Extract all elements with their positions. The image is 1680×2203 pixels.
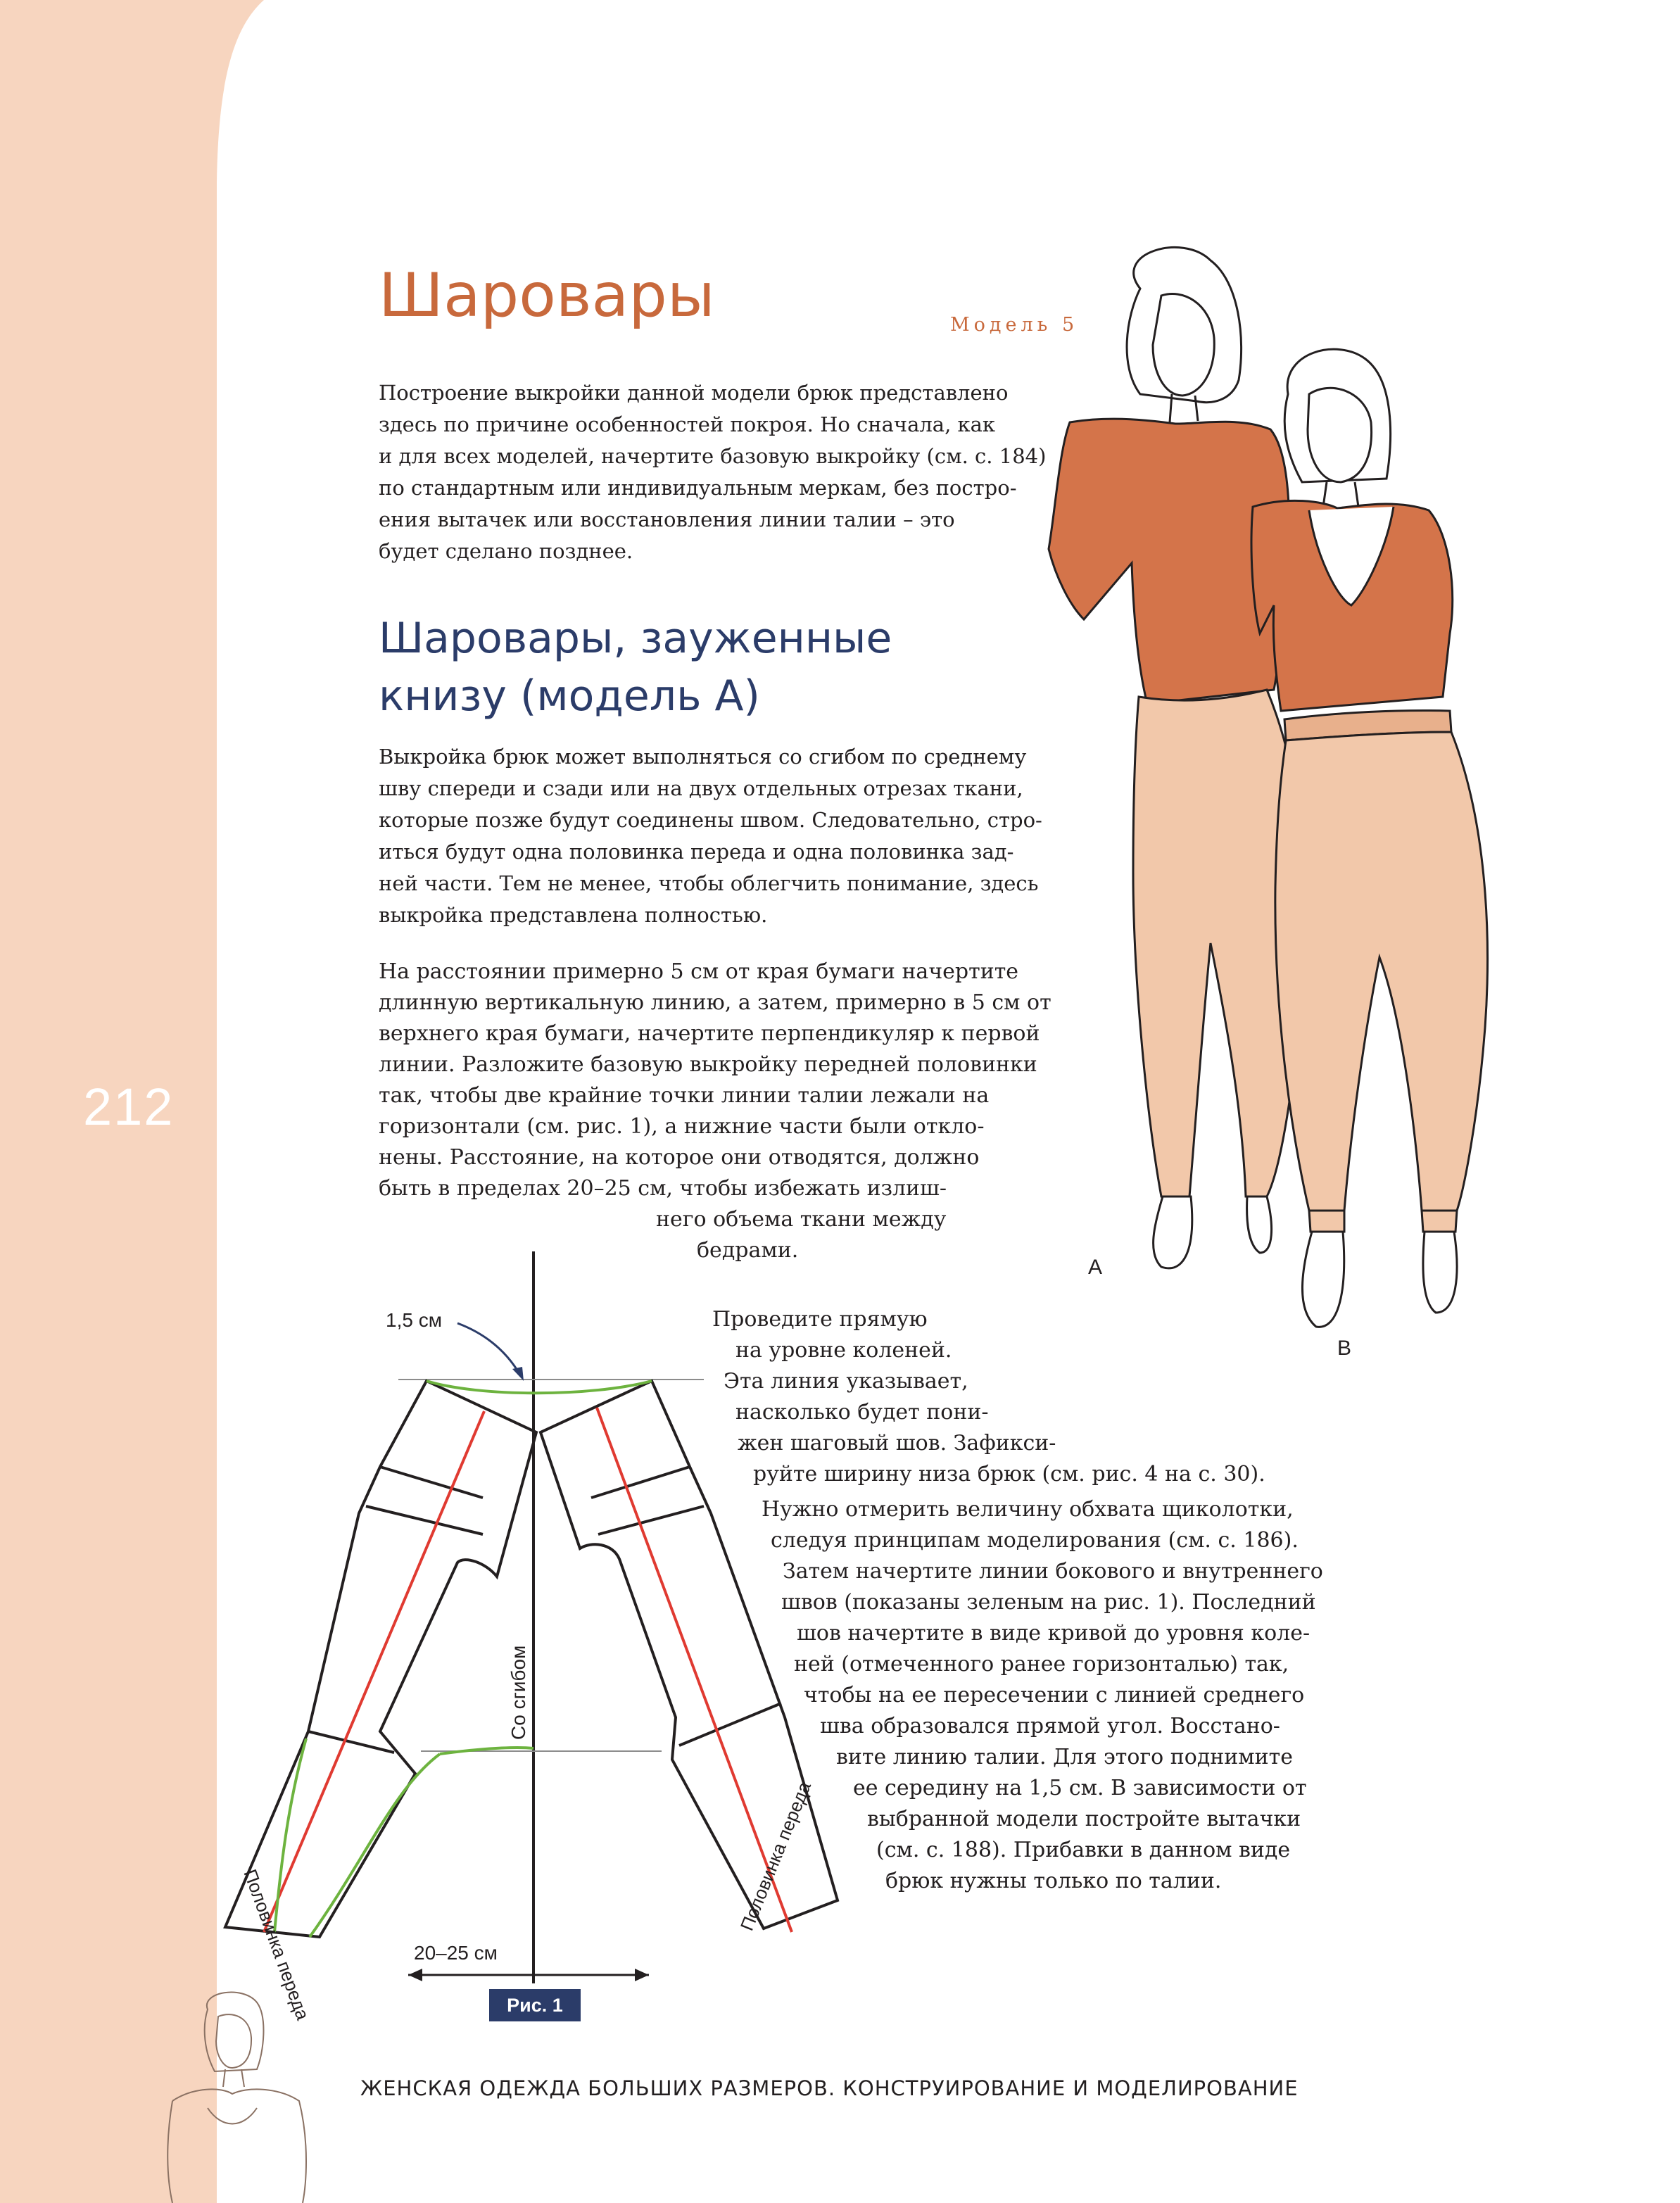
paragraph-line: так, чтобы две крайние точки линии талии лежали на	[379, 1083, 990, 1108]
paragraph-line: (см. с. 188). Прибавки в данном виде	[876, 1838, 1291, 1862]
paragraph-line: ее середину на 1,5 см. В зависимости от	[853, 1776, 1307, 1800]
pattern-diagram	[211, 1239, 880, 2041]
label-front-left: Половинка переда	[239, 1866, 314, 2023]
paragraph-line: вите линию талии. Для этого поднимите	[836, 1745, 1293, 1769]
intro-line: здесь по причине особенностей покроя. Но сначала, как	[379, 412, 996, 436]
subtitle-line: Шаровары, зауженные	[379, 614, 892, 663]
crotch-curve	[310, 1748, 533, 1937]
right-grain-line	[597, 1408, 792, 1932]
paragraph-line: Проведите прямую	[712, 1307, 928, 1332]
intro-line: и для всех моделей, начертите базовую выкройку (см. с. 184)	[379, 444, 1047, 468]
intro-line: по стандартным или индивидуальным меркам, без постро-	[379, 476, 1017, 500]
paragraph-line: На расстоянии примерно 5 см от края бумаги начертите	[379, 959, 1019, 984]
figure-a	[1049, 247, 1304, 1268]
paragraph-line: бедрами.	[697, 1238, 799, 1263]
waist-curve	[427, 1381, 652, 1393]
illustration-label-a: A	[1088, 1256, 1103, 1279]
label-20-25cm: 20–25 см	[414, 1942, 498, 1964]
paragraph-line: шва образовался прямой угол. Восстано-	[820, 1714, 1280, 1738]
paragraph-line: шву спереди и сзади или на двух отдельных отрезах ткани,	[379, 776, 1023, 800]
section-subtitle	[379, 610, 892, 725]
paragraph-line: выкройка представлена полностью.	[379, 903, 768, 927]
paragraph-line: ней (отмеченного ранее горизонталью) так,	[794, 1652, 1289, 1677]
label-1-5cm: 1,5 см	[386, 1309, 442, 1331]
paragraph-line: выбранной модели постройте вытачки	[867, 1807, 1301, 1831]
paragraph-line: линии. Разложите базовую выкройку передней половинки	[379, 1052, 1037, 1077]
page-title: Шаровары	[379, 260, 715, 331]
page-number: 212	[83, 1078, 175, 1136]
paragraph-line: шов начертите в виде кривой до уровня коле-	[797, 1621, 1310, 1646]
paragraph-line: на уровне коленей.	[735, 1338, 952, 1363]
fashion-illustration	[971, 239, 1506, 1380]
paragraph-line: руйте ширину низа брюк (см. рис. 4 на с. 30).	[753, 1462, 1265, 1486]
paragraph-line: жен шаговый шов. Зафикси-	[738, 1431, 1056, 1456]
intro-line: Построение выкройки данной модели брюк представлено	[379, 381, 1009, 405]
arrow-1-5cm	[457, 1323, 521, 1376]
paragraph-line: Выкройка брюк может выполняться со сгибом по среднему	[379, 745, 1027, 769]
label-front-right: Половинка переда	[735, 1779, 815, 1934]
intro-line: будет сделано позднее.	[379, 539, 633, 563]
intro-line: ения вытачек или восстановления линии талии – это	[379, 507, 955, 531]
paragraph-line: ней части. Тем не менее, чтобы облегчить понимание, здесь	[379, 871, 1039, 895]
paragraph-line: Нужно отмерить величину обхвата щиколотки,	[762, 1497, 1294, 1522]
label-fold: Со сгибом	[507, 1645, 529, 1740]
paragraph-line: длинную вертикальную линию, а затем, примерно в 5 см от	[379, 990, 1051, 1015]
paragraph-line: нены. Расстояние, на которое они отводятся, должно	[379, 1145, 980, 1170]
book-footer: ЖЕНСКАЯ ОДЕЖДА БОЛЬШИХ РАЗМЕРОВ. КОНСТРУИРОВАНИЕ И МОДЕЛИРОВАНИЕ	[360, 2076, 1299, 2100]
figure-label: Рис. 1	[489, 1989, 581, 2021]
paragraph-line: горизонтали (см. рис. 1), а нижние части были откло-	[379, 1114, 985, 1139]
illustration-label-b: B	[1337, 1337, 1352, 1360]
paragraph-line: него объема ткани между	[656, 1207, 947, 1232]
subtitle-line: книзу (модель А)	[379, 671, 760, 721]
model-label: Модель 5	[950, 314, 1079, 336]
paragraph-line: следуя принципам моделирования (см. с. 186).	[771, 1528, 1299, 1553]
paragraph-line: чтобы на ее пересечении с линией среднего	[804, 1683, 1305, 1708]
paragraph-line: быть в пределах 20–25 см, чтобы избежать излиш-	[379, 1176, 947, 1201]
paragraph-line: Эта линия указывает,	[724, 1369, 968, 1394]
paragraph-line: верхнего края бумаги, начертите перпендикуляр к первой	[379, 1021, 1040, 1046]
intro-paragraph	[379, 377, 1047, 567]
left-green-seam	[274, 1738, 306, 1932]
left-grain-line	[264, 1411, 484, 1932]
paragraph-line: насколько будет пони-	[735, 1400, 989, 1425]
paragraph-line: брюк нужны только по талии.	[885, 1869, 1222, 1893]
paragraph-line: которые позже будут соединены швом. Следовательно, стро-	[379, 808, 1042, 832]
mini-figure-illustration	[158, 1988, 370, 2203]
paragraph-line: швов (показаны зеленым на рис. 1). Последний	[781, 1590, 1316, 1615]
paragraph-line: Затем начертите линии бокового и внутреннего	[783, 1559, 1323, 1584]
paragraph-fold	[379, 741, 1042, 931]
paragraph-line: иться будут одна половинка переда и одна половинка зад-	[379, 840, 1014, 864]
